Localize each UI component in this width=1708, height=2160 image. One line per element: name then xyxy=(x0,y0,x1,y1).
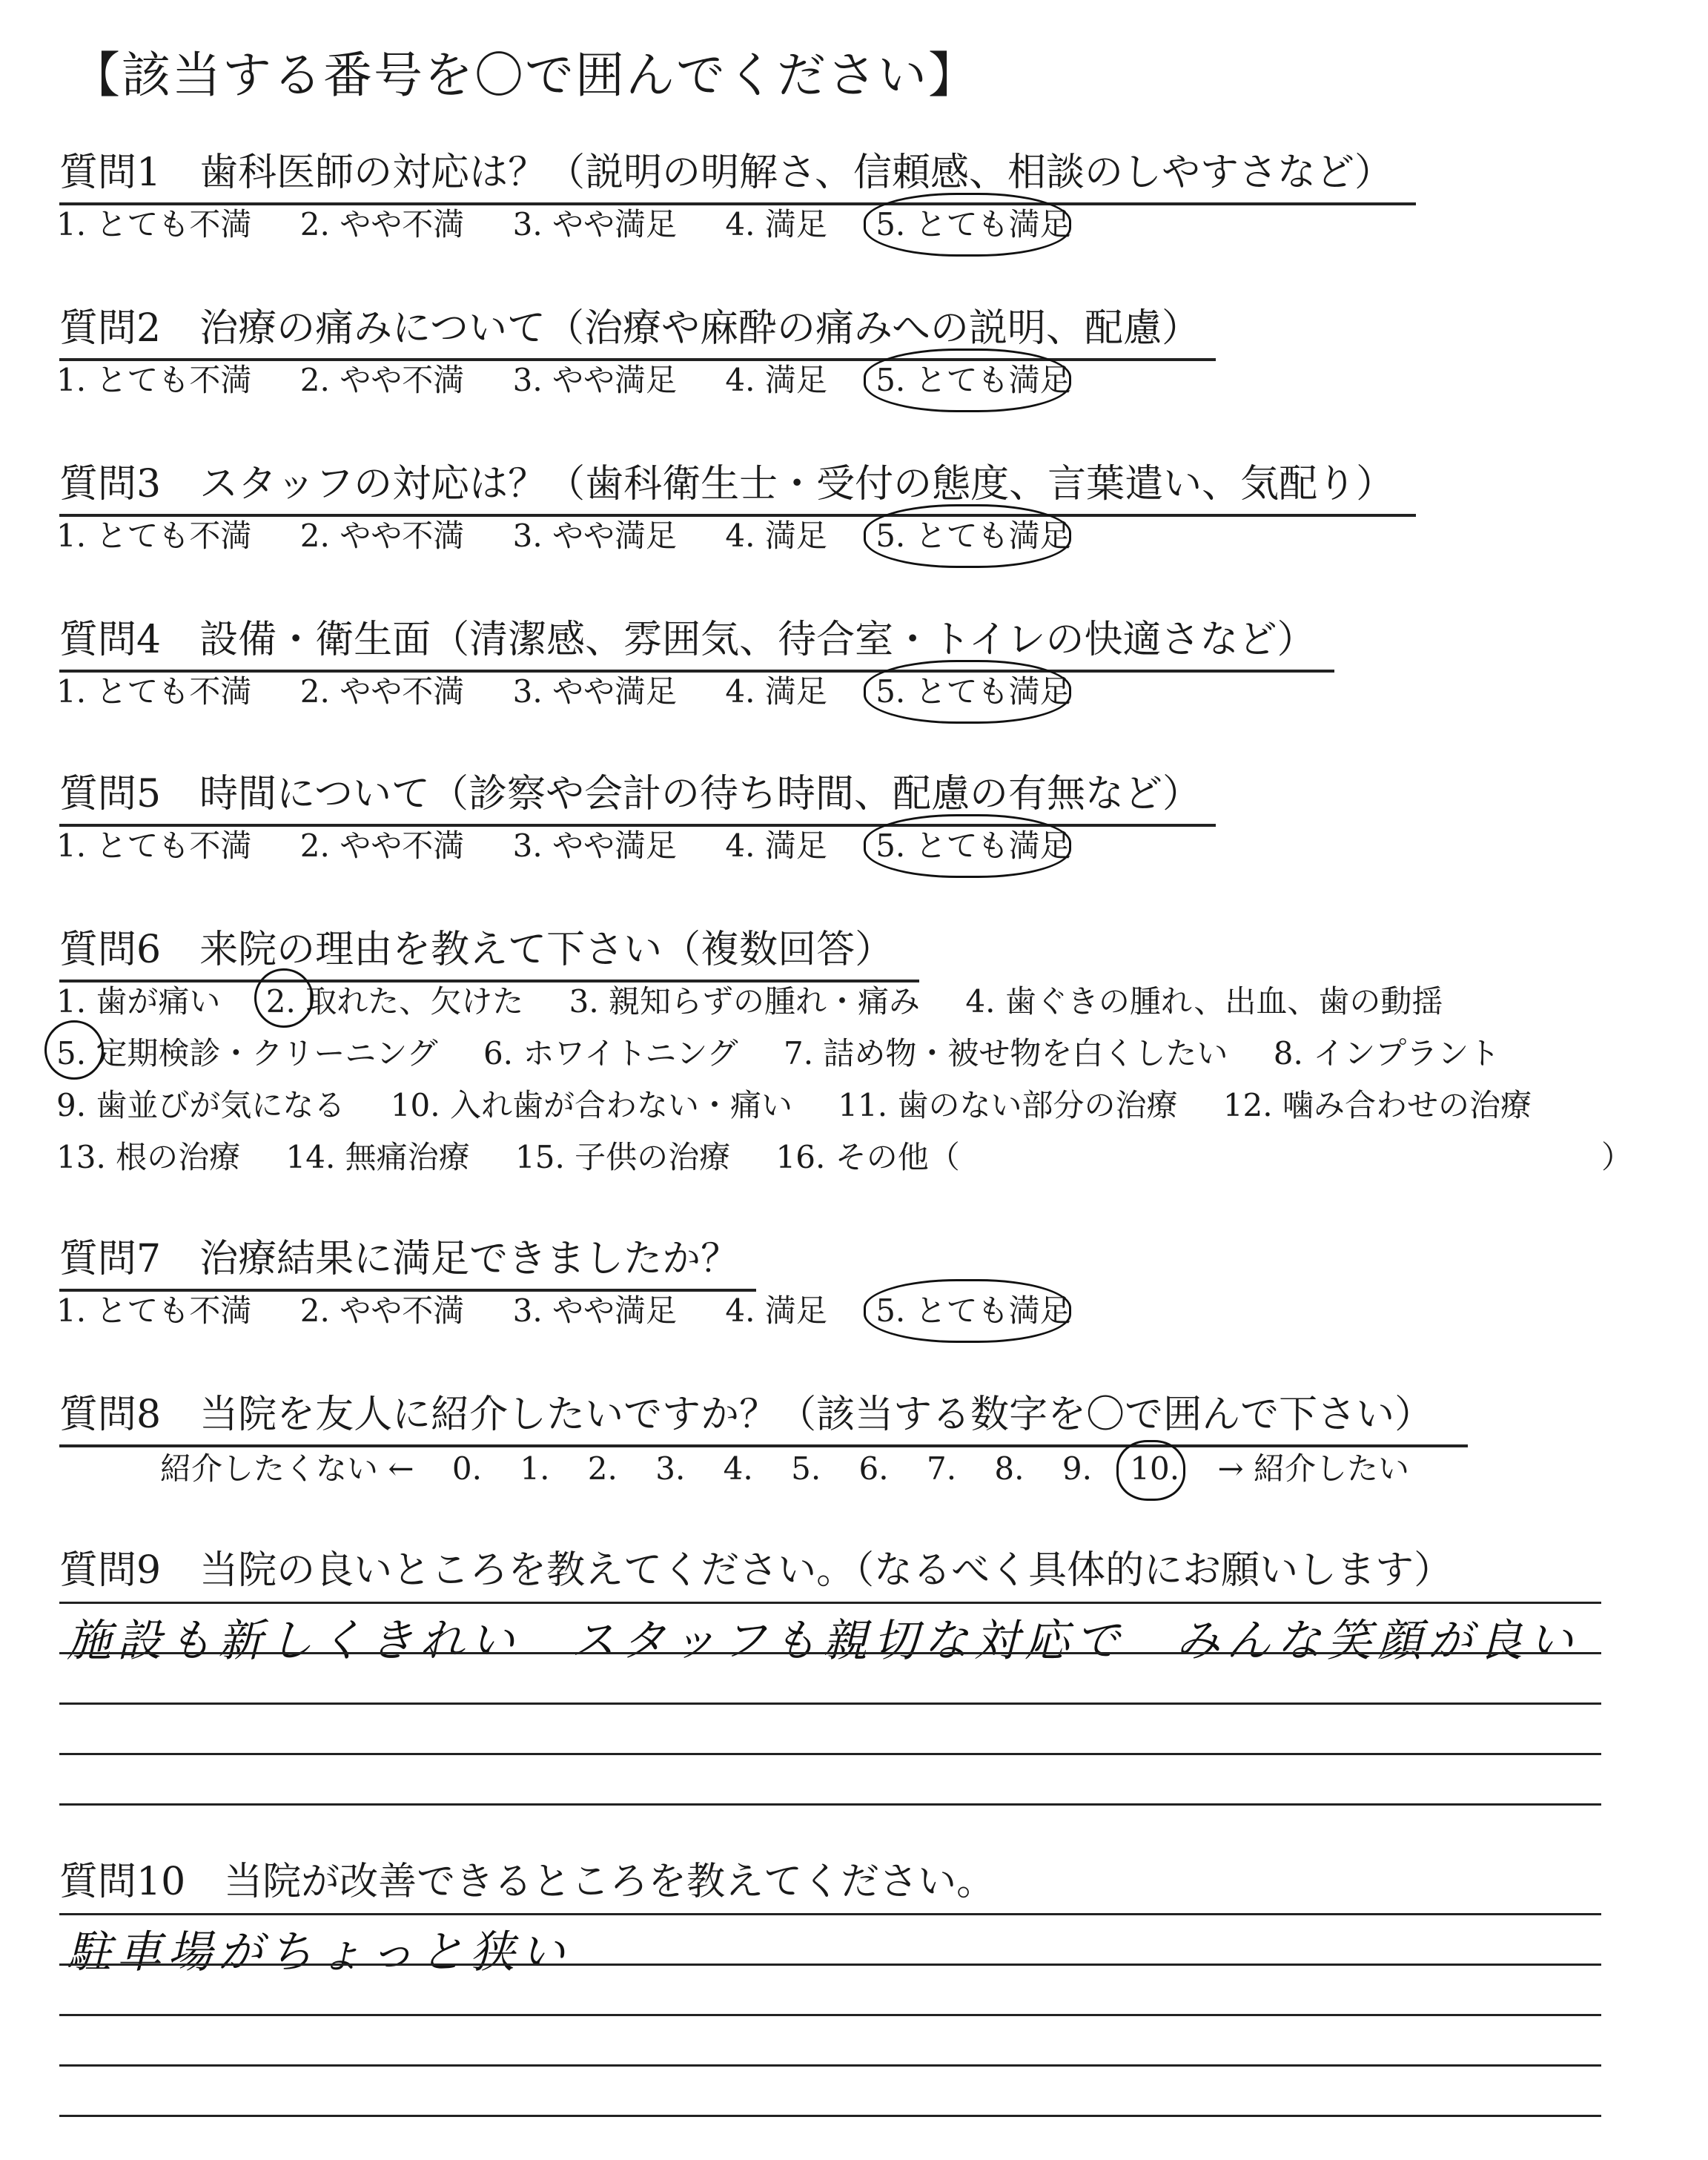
q10-handwritten-answer[interactable]: 駐車場がちょっと狭い xyxy=(67,1926,571,1978)
q1-option-1[interactable]: 1. とても不満 xyxy=(56,206,252,242)
q6-option-3[interactable]: 3. 親知らずの腫れ・痛み xyxy=(569,983,921,1020)
question-3-label: 質問3 スタッフの対応は？（歯科衛生士・受付の態度、言葉遣い、気配り） xyxy=(59,452,1416,517)
q6-option-8[interactable]: 8. インプラント xyxy=(1273,1035,1500,1071)
q5-option-2[interactable]: 2. やや不満 xyxy=(299,828,465,864)
q6-option-7[interactable]: 7. 詰め物・被せ物を白くしたい xyxy=(783,1035,1228,1071)
q3-option-5[interactable]: 5. とても満足 xyxy=(875,512,1070,556)
q8-scale-7[interactable]: 7. xyxy=(926,1450,957,1487)
q6-option-16[interactable]: 16. その他（ xyxy=(775,1139,960,1175)
q7-option-4[interactable]: 4. 満足 xyxy=(725,1292,827,1329)
q6-option-2[interactable]: 2. 取れた、欠けた xyxy=(266,977,523,1022)
q9-handwritten-answer[interactable]: 施設も新しくきれい スタッフも親切な対応で みんな笑顔が良い xyxy=(67,1615,1579,1667)
q6-option-15[interactable]: 15. 子供の治療 xyxy=(515,1139,731,1175)
q5-option-5[interactable]: 5. とても満足 xyxy=(875,822,1070,866)
q3-option-4[interactable]: 4. 満足 xyxy=(725,518,827,554)
q2-option-3[interactable]: 3. やや満足 xyxy=(512,362,678,398)
q8-scale-5[interactable]: 5. xyxy=(791,1450,821,1487)
q7-option-2[interactable]: 2. やや不満 xyxy=(299,1292,465,1329)
q4-option-3[interactable]: 3. やや満足 xyxy=(512,673,678,710)
answer-line xyxy=(59,1652,1601,1654)
answer-line xyxy=(59,2014,1601,2016)
q6-option-14[interactable]: 14. 無痛治療 xyxy=(285,1139,470,1175)
q8-scale-3[interactable]: 3. xyxy=(655,1450,686,1487)
q6-option-9[interactable]: 9. 歯並びが気になる xyxy=(56,1087,345,1123)
q6-option-1[interactable]: 1. 歯が痛い xyxy=(56,983,221,1020)
q1-option-4[interactable]: 4. 満足 xyxy=(725,206,827,242)
q8-scale-0[interactable]: 0. xyxy=(451,1450,482,1487)
q8-scale-6[interactable]: 6. xyxy=(858,1450,889,1487)
q3-option-1[interactable]: 1. とても不満 xyxy=(56,518,252,554)
q8-right-label: → 紹介したい xyxy=(1217,1450,1409,1487)
question-4-options xyxy=(56,667,1110,712)
q8-scale-8[interactable]: 8. xyxy=(994,1450,1025,1487)
q2-option-2[interactable]: 2. やや不満 xyxy=(299,362,465,398)
question-7-options xyxy=(56,1287,1110,1331)
question-6-label: 質問6 来院の理由を教えて下さい（複数回答） xyxy=(59,918,919,982)
q1-option-2[interactable]: 2. やや不満 xyxy=(299,206,465,242)
page-title: 【該当する番号を〇で囲んでください】 xyxy=(71,47,979,104)
answer-line xyxy=(59,1602,1601,1604)
q6-option-13[interactable]: 13. 根の治療 xyxy=(56,1139,241,1175)
q2-option-5[interactable]: 5. とても満足 xyxy=(875,356,1070,400)
question-2-options xyxy=(56,356,1110,400)
q8-left-label: 紹介したくない ← xyxy=(160,1450,414,1487)
question-6-row-1 xyxy=(56,977,1478,1022)
q4-option-1[interactable]: 1. とても不満 xyxy=(56,673,252,710)
answer-line xyxy=(59,1753,1601,1755)
q3-option-2[interactable]: 2. やや不満 xyxy=(299,518,465,554)
q4-option-5[interactable]: 5. とても満足 xyxy=(875,667,1070,712)
q1-option-3[interactable]: 3. やや満足 xyxy=(512,206,678,242)
q5-option-4[interactable]: 4. 満足 xyxy=(725,828,827,864)
q1-option-5[interactable]: 5. とても満足 xyxy=(875,200,1070,245)
question-3-options xyxy=(56,512,1110,556)
question-2-label: 質問2 治療の痛みについて（治療や麻酔の痛みへの説明、配慮） xyxy=(59,297,1216,361)
question-5-options xyxy=(56,822,1110,866)
question-6-row-4 xyxy=(56,1133,996,1178)
q7-option-3[interactable]: 3. やや満足 xyxy=(512,1292,678,1329)
question-6-row-3 xyxy=(56,1081,1567,1126)
answer-line xyxy=(59,1803,1601,1806)
answer-line xyxy=(59,1964,1601,1966)
question-5-label: 質問5 時間について（診察や会計の待ち時間、配慮の有無など） xyxy=(59,762,1216,827)
q2-option-1[interactable]: 1. とても不満 xyxy=(56,362,252,398)
question-1-label: 質問1 歯科医師の対応は？（説明の明解さ、信頼感、相談のしやすさなど） xyxy=(59,141,1416,205)
q8-scale-2[interactable]: 2. xyxy=(587,1450,618,1487)
answer-line xyxy=(59,2064,1601,2067)
question-10-label: 質問10 当院が改善できるところを教えてください。 xyxy=(59,1860,996,1904)
q6-option-5[interactable]: 5. 定期検診・クリーニング xyxy=(56,1029,438,1074)
question-4-label: 質問4 設備・衛生面（清潔感、雰囲気、待合室・トイレの快適さなど） xyxy=(59,608,1334,673)
q6-option-4[interactable]: 4. 歯ぐきの腫れ、出血、歯の動揺 xyxy=(965,983,1443,1020)
q6-option-11[interactable]: 11. 歯のない部分の治療 xyxy=(838,1087,1178,1123)
question-7-label: 質問7 治療結果に満足できましたか？ xyxy=(59,1227,756,1292)
q3-option-3[interactable]: 3. やや満足 xyxy=(512,518,678,554)
q8-scale-10[interactable]: 10. xyxy=(1130,1450,1180,1487)
question-1-options xyxy=(56,200,1110,245)
q5-option-3[interactable]: 3. やや満足 xyxy=(512,828,678,864)
q8-scale-9[interactable]: 9. xyxy=(1062,1450,1092,1487)
q6-other-close-paren: ） xyxy=(1601,1139,1633,1175)
question-8-scale xyxy=(160,1444,1437,1489)
answer-line xyxy=(59,1913,1601,1915)
answer-line xyxy=(59,1702,1601,1705)
q6-option-10[interactable]: 10. 入れ歯が合わない・痛い xyxy=(390,1087,792,1123)
question-9-label: 質問9 当院の良いところを教えてください。（なるべく具体的にお願いします） xyxy=(59,1548,1453,1593)
q8-scale-4[interactable]: 4. xyxy=(723,1450,753,1487)
q4-option-2[interactable]: 2. やや不満 xyxy=(299,673,465,710)
q6-option-12[interactable]: 12. 噛み合わせの治療 xyxy=(1222,1087,1532,1123)
q8-scale-1[interactable]: 1. xyxy=(520,1450,550,1487)
q7-option-5[interactable]: 5. とても満足 xyxy=(875,1287,1070,1331)
q6-option-6[interactable]: 6. ホワイトニング xyxy=(483,1035,738,1071)
q7-option-1[interactable]: 1. とても不満 xyxy=(56,1292,252,1329)
answer-line xyxy=(59,2115,1601,2117)
question-8-label: 質問8 当院を友人に紹介したいですか？（該当する数字を〇で囲んで下さい） xyxy=(59,1383,1468,1447)
question-6-row-2 xyxy=(56,1029,1535,1074)
q5-option-1[interactable]: 1. とても不満 xyxy=(56,828,252,864)
q4-option-4[interactable]: 4. 満足 xyxy=(725,673,827,710)
q2-option-4[interactable]: 4. 満足 xyxy=(725,362,827,398)
